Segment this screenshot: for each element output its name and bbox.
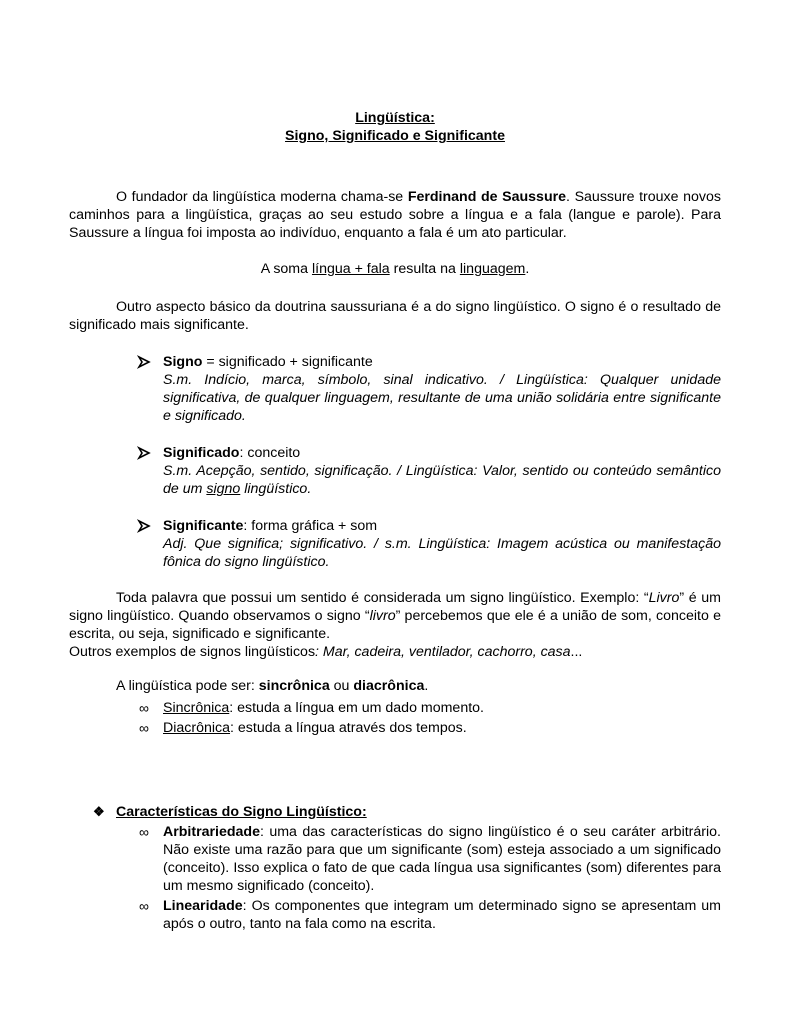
infinity-bullet-icon: ∞ [139, 720, 149, 736]
example-livro: Livro [648, 590, 680, 606]
examples-text-c: ” percebemos que ele é a união de som, conceito e escrita, ou seja, significado e significante. [69, 608, 721, 642]
type-term: Sincrônica [163, 700, 230, 716]
intro-text-b: . Saussure trouxe novos caminhos para a lingüística, graças ao seu estudo sobre a língua e a fala (langue e parole). Para Saussure a língua foi imposta ao indivíduo, enquanto a fala é um ato particular. [69, 189, 721, 241]
definition-term: Significante [163, 518, 244, 534]
description-text-a: S.m. Acepção, sentido, significação. / Lingüística: Valor, sentido ou conteúdo semântico de um [163, 463, 721, 497]
characteristics-heading [69, 803, 721, 821]
type-item-diacronica [69, 719, 721, 737]
formula-text-c: . [525, 261, 530, 277]
definition-formula: = significado + significante [202, 354, 373, 370]
definition-significado [69, 444, 721, 498]
infinity-bullet-icon: ∞ [139, 700, 149, 716]
other-examples-list: : Mar, cadeira, ventilador, cachorro, casa [315, 644, 571, 660]
description-text-b: lingüístico. [240, 481, 312, 497]
characteristic-description: : Os componentes que integram um determinado signo se apresentam um após o outro, tanto na fala como na escrita. [163, 898, 721, 932]
definition-significante [69, 517, 721, 571]
infinity-bullet-icon: ∞ [139, 824, 149, 840]
title-line-2: Signo, Significado e Significante [285, 128, 505, 144]
arrow-bullet-icon [137, 517, 151, 535]
definition-description: Adj. Que significa; significativo. / s.m. Lingüística: Imagem acústica ou manifestação fônica do signo lingüístico. [163, 536, 721, 570]
example-livro-lower: livro [369, 608, 396, 624]
types-intro [69, 677, 721, 695]
definition-description: S.m. Indício, marca, símbolo, sinal indicativo. / Lingüística: Qualquer unidade significativa, de qualquer linguagem, resultante de uma união solidária entre significante e significado. [163, 372, 721, 424]
type-description: : estuda a língua em um dado momento. [229, 700, 484, 716]
arrow-bullet-icon [137, 353, 151, 371]
definition-formula: : forma gráfica + som [243, 518, 378, 534]
definition-formula: : conceito [239, 445, 301, 461]
type-diacronica-bold: diacrônica [353, 678, 425, 694]
other-examples-ellipsis: ... [570, 644, 583, 660]
type-sincronica-bold: sincrônica [258, 678, 330, 694]
saussurean-paragraph: Outro aspecto básico da doutrina saussuriana é a do signo lingüístico. O signo é o resultado de significado mais significante. [69, 299, 721, 333]
other-examples-line [69, 643, 721, 661]
document-title [69, 109, 721, 145]
characteristics-title: Características do Signo Lingüístico: [116, 804, 367, 820]
infinity-bullet-icon: ∞ [139, 898, 149, 914]
types-text-end: . [424, 678, 429, 694]
definition-signo [69, 353, 721, 425]
definition-term: Signo [163, 354, 203, 370]
examples-text-a: Toda palavra que possui um sentido é considerada um signo lingüístico. Exemplo: “ [116, 590, 649, 606]
arrow-bullet-icon [137, 444, 151, 462]
definition-description [163, 462, 721, 498]
intro-text-a: O fundador da lingüística moderna chama-se [116, 189, 408, 205]
formula-text-b: resulta na [389, 261, 460, 277]
characteristic-term: Arbitrariedade [163, 824, 260, 840]
characteristic-arbitrariedade [69, 823, 721, 895]
types-text-mid: ou [329, 678, 354, 694]
characteristic-description: : uma das características do signo lingüístico é o seu caráter arbitrário. Não existe uma razão para que um significante (som) esteja associado a um significado (conceito). Isso explica o fato de que cada língua usa significantes (som) diferentes para um mesmo significado (conceito). [163, 824, 721, 894]
description-term-signo: signo [206, 481, 241, 497]
characteristic-linearidade [69, 897, 721, 933]
formula-line [69, 260, 721, 278]
examples-text-b: ” é um signo lingüístico. Quando observamos o signo “ [69, 590, 721, 624]
title-line-1: Lingüística: [355, 110, 435, 126]
intro-paragraph [69, 188, 721, 242]
formula-term-lingua-fala: língua + fala [311, 261, 390, 277]
examples-paragraph [69, 589, 721, 643]
characteristic-term: Linearidade [163, 898, 243, 914]
diamond-bullet-icon: ❖ [93, 804, 105, 819]
other-examples-label: Outros exemplos de signos lingüísticos [69, 644, 316, 660]
saussure-name: Ferdinand de Saussure [407, 189, 567, 205]
document-page [69, 109, 721, 933]
formula-text-a: A soma [260, 261, 312, 277]
formula-term-linguagem: linguagem [459, 261, 526, 277]
definition-term: Significado [163, 445, 240, 461]
type-description: : estuda a língua através dos tempos. [230, 720, 467, 736]
types-text-a: A lingüística pode ser: [116, 678, 259, 694]
type-item-sincronica [69, 699, 721, 717]
type-term: Diacrônica [163, 720, 231, 736]
